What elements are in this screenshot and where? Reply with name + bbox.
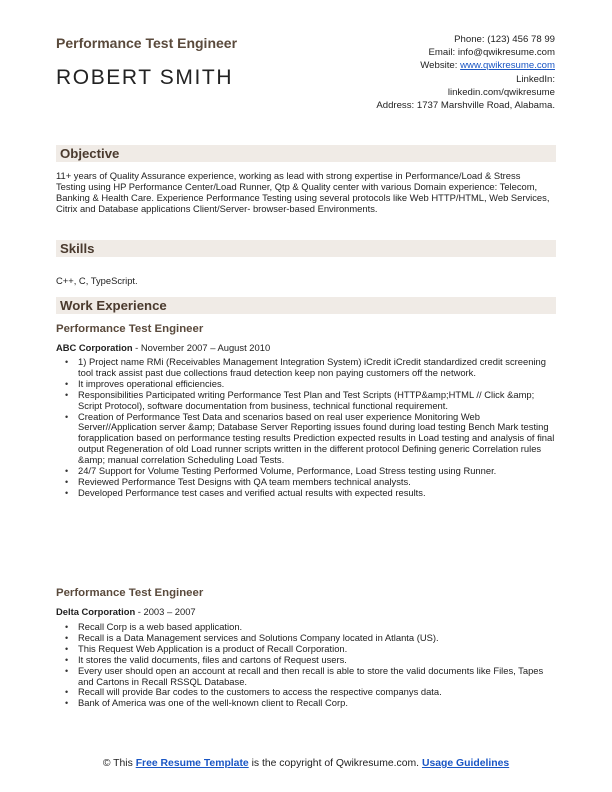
list-item: • It stores the valid documents, files and cartons of Request users.: [56, 655, 556, 666]
email-label: Email:: [428, 47, 456, 59]
website-label: Website:: [420, 60, 458, 72]
objective-heading: Objective: [60, 146, 120, 161]
job-title: Performance Test Engineer: [56, 35, 238, 51]
objective-section-bar: [56, 145, 556, 162]
job-2-title: Performance Test Engineer: [56, 587, 204, 599]
list-item: • Developed Performance test cases and verified actual results with expected results.: [56, 488, 556, 499]
list-item: • Recall Corp is a web based application.: [56, 622, 556, 633]
skills-text: C++, C, TypeScript.: [56, 275, 138, 286]
address-line: [315, 99, 555, 112]
footer-middle: is the copyright of Qwikresume.com.: [248, 758, 422, 769]
email-value: info@qwikresume.com: [457, 47, 555, 59]
phone-line: [315, 33, 555, 46]
job-2-company: Delta Corporation: [56, 606, 136, 617]
contact-block: [315, 33, 555, 112]
list-item: • Every user should open an account at recall and then recall is able to store the valid documents like Files, Tapes and Cartons in Recall RSSQL Database.: [56, 666, 556, 688]
linkedin-label: LinkedIn:: [516, 73, 555, 85]
list-item: • It improves operational efficiencies.: [56, 379, 556, 390]
footer: [56, 757, 556, 771]
free-resume-template-link[interactable]: Free Resume Template: [135, 758, 249, 769]
skills-section-bar: [56, 240, 556, 257]
list-item: • Bank of America was one of the well-known client to Recall Corp.: [56, 698, 556, 709]
job-2-dates: - 2003 – 2007: [135, 606, 196, 617]
phone-value: (123) 456 78 99: [487, 34, 555, 45]
list-item: • Responsibilities Participated writing Performance Test Plan and Test Scripts (HTTP&amp;HTML // Click &amp; Script Protocol), software documentation from business, technical functional requirement.: [56, 390, 556, 412]
address-label: Address:: [376, 100, 415, 112]
resume-header: [56, 30, 555, 130]
work-section-bar: [56, 297, 556, 314]
job-2-company-line: [56, 606, 196, 617]
list-item: • 1) Project name RMi (Receivables Management Integration System) iCredit iCredit standardized credit screening tool track assist past due collections fraud detection keep non paying customers off the network.: [56, 357, 556, 379]
job-1-bullets: [56, 357, 556, 499]
website-link[interactable]: www.qwikresume.com: [460, 60, 555, 72]
usage-guidelines-link[interactable]: Usage Guidelines: [421, 758, 510, 769]
job-1-dates: - November 2007 – August 2010: [132, 342, 271, 353]
list-item: • 24/7 Support for Volume Testing Performed Volume, Performance, Load Stress testing using Runner.: [56, 466, 556, 477]
list-item: • Reviewed Performance Test Designs with QA team members technical analysts.: [56, 477, 556, 488]
list-item: • Recall is a Data Management services and Solutions Company located in Atlanta (US).: [56, 633, 556, 644]
job-1-company: ABC Corporation: [56, 342, 133, 353]
linkedin-value: linkedin.com/qwikresume: [447, 86, 555, 98]
skills-heading: Skills: [60, 241, 95, 256]
address-value: 1737 Marshville Road, Alabama.: [416, 100, 555, 112]
list-item: • Creation of Performance Test Data and scenarios based on real user experience Monitoring Web Server//Application server &amp; Database Server Reporting issues found during load testing Bench Mark testing forapplication based on performance testing results Prediction expected results in Load testing and analysis of final output Regeneration of old Load runner scripts written in the different protocol Defining generic Correlation rules &amp; manual correlation Scheduling Load Tests.: [56, 412, 556, 467]
objective-text: 11+ years of Quality Assurance experience, working as lead with strong expertise in Performance/Load & Stress Testing using HP Performance Center/Load Runner, Qtp & Quality center with various Domain experience: Telecom, Banking & Health Care. Experience Performance Testing using several protocols like Web HTTP/HTML, Web Services, Citrix and Database applications Client/Server- browser-based Environments.: [56, 170, 550, 214]
job-1-title: Performance Test Engineer: [56, 323, 204, 335]
job-2-bullets: [56, 622, 556, 709]
email-line: [315, 46, 555, 59]
website-line: [315, 59, 555, 72]
phone-label: Phone:: [454, 34, 485, 45]
work-heading: Work Experience: [60, 298, 167, 313]
person-name: ROBERT SMITH: [56, 66, 234, 89]
list-item: • This Request Web Application is a product of Recall Corporation.: [56, 644, 556, 655]
list-item: • Recall will provide Bar codes to the customers to access the respective companys data.: [56, 687, 556, 698]
job-1-company-line: [56, 342, 270, 353]
footer-prefix: © This: [102, 758, 136, 769]
